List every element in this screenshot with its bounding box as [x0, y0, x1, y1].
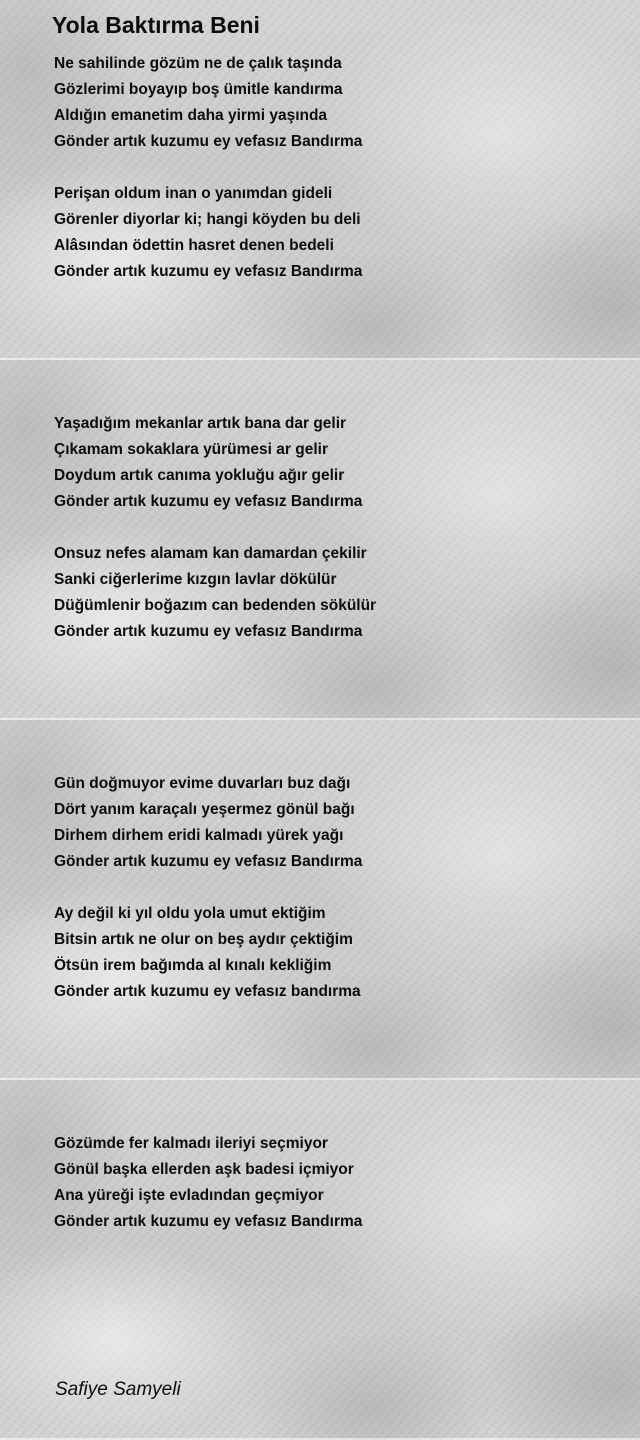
- poem-line: Gönder artık kuzumu ey vefasız bandırma: [54, 983, 361, 1000]
- stanza-2: [54, 181, 362, 285]
- poem-line: Doydum artık canıma yokluğu ağır gelir: [54, 467, 345, 484]
- poem-panel-4: [0, 1080, 640, 1440]
- poem-line: Gönder artık kuzumu ey vefasız Bandırma: [54, 853, 363, 870]
- stanza-4: [54, 541, 376, 645]
- poem-line: Görenler diyorlar ki; hangi köyden bu deli: [54, 211, 361, 228]
- poem-line: Yaşadığım mekanlar artık bana dar gelir: [54, 415, 347, 432]
- stanza-7: [54, 1131, 362, 1235]
- poem-line: Gün doğmuyor evime duvarları buz dağı: [54, 775, 351, 792]
- poem-panel-1: [0, 0, 640, 360]
- poem-line: Alâsından ödettin hasret denen bedeli: [54, 237, 334, 254]
- poem-line: Gönder artık kuzumu ey vefasız Bandırma: [54, 623, 363, 640]
- poem-line: Aldığın emanetim daha yirmi yaşında: [54, 107, 328, 124]
- poem-line: Onsuz nefes alamam kan damardan çekilir: [54, 545, 367, 562]
- poem-line: Ay değil ki yıl oldu yola umut ektiğim: [54, 905, 326, 922]
- stanza-3: [54, 411, 362, 515]
- poem-line: Gönder artık kuzumu ey vefasız Bandırma: [54, 133, 363, 150]
- poem-line: Dört yanım karaçalı yeşermez gönül bağı: [54, 801, 355, 818]
- poem-panel-2: [0, 360, 640, 720]
- poem-line: Gözümde fer kalmadı ileriyi seçmiyor: [54, 1135, 328, 1152]
- poem-line: Gönder artık kuzumu ey vefasız Bandırma: [54, 493, 363, 510]
- poem-line: Çıkamam sokaklara yürümesi ar gelir: [54, 441, 328, 458]
- poem-line: Dirhem dirhem eridi kalmadı yürek yağı: [54, 827, 344, 844]
- poem-line: Düğümlenir boğazım can bedenden sökülür: [54, 597, 377, 614]
- poem-line: Sanki ciğerlerime kızgın lavlar dökülür: [54, 571, 337, 588]
- stanza-6: [54, 901, 361, 1005]
- poem-title: Yola Baktırma Beni: [52, 12, 260, 38]
- poem-line: Gönül başka ellerden aşk badesi içmiyor: [54, 1161, 354, 1178]
- poem-line: Ötsün irem bağımda al kınalı kekliğim: [54, 957, 332, 974]
- poem-line: Ana yüreği işte evladından geçmiyor: [54, 1187, 324, 1204]
- poem-line: Gözlerimi boyayıp boş ümitle kandırma: [54, 81, 343, 98]
- poem-line: Bitsin artık ne olur on beş aydır çektiğim: [54, 931, 353, 948]
- stanza-5: [54, 771, 362, 875]
- stanza-1: [54, 51, 362, 155]
- poem-line: Ne sahilinde gözüm ne de çalık taşında: [54, 55, 342, 72]
- poem-line: Perişan oldum inan o yanımdan gideli: [54, 185, 333, 202]
- poem-author: Safiye Samyeli: [55, 1379, 181, 1400]
- poem-line: Gönder artık kuzumu ey vefasız Bandırma: [54, 1213, 363, 1230]
- poem-panel-3: [0, 720, 640, 1080]
- poem-line: Gönder artık kuzumu ey vefasız Bandırma: [54, 263, 363, 280]
